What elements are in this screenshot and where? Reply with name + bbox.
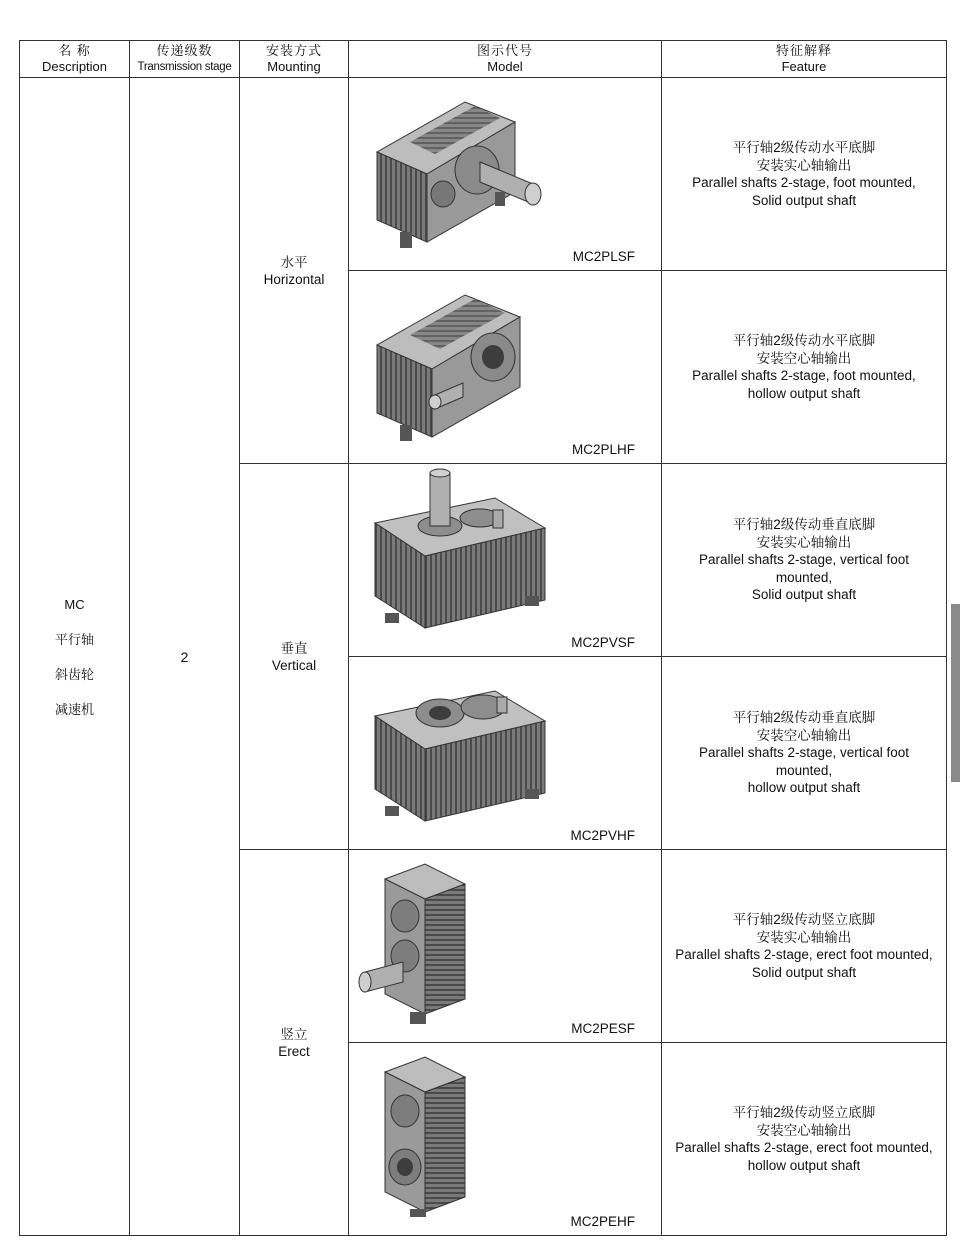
- horizontal-solid-shaft-gearbox-icon: [355, 82, 555, 252]
- feature-line: 安装空心轴输出: [756, 350, 852, 366]
- mounting-cn: 水平: [280, 254, 308, 270]
- feature-line: 平行轴2级传动水平底脚: [732, 333, 876, 348]
- feature-line: 安装实心轴输出: [756, 157, 852, 173]
- mounting-cn: 垂直: [280, 640, 308, 656]
- feature-line: Parallel shafts 2-stage, foot mounted,: [692, 368, 916, 383]
- table-row: [20, 78, 947, 271]
- erect-hollow-shaft-gearbox-icon: [355, 1047, 555, 1217]
- product-name-line: 平行轴: [54, 631, 94, 647]
- mounting-cell: [240, 78, 349, 464]
- mounting-en: Horizontal: [263, 271, 325, 287]
- header-mounting: 安装方式 Mounting: [240, 41, 349, 78]
- erect-solid-shaft-gearbox-icon: [355, 854, 555, 1024]
- gearbox-spec-table: [19, 40, 947, 1236]
- feature-cell: [662, 850, 947, 1043]
- feature-line: 安装实心轴输出: [756, 534, 852, 550]
- feature-cell: [662, 78, 947, 271]
- mounting-en: Erect: [278, 1043, 310, 1059]
- model-code: MC2PVSF: [571, 635, 635, 650]
- page-side-tab: [951, 604, 960, 782]
- product-name-line: MC: [64, 596, 85, 612]
- feature-cell: [662, 657, 947, 850]
- feature-line: 安装空心轴输出: [756, 1122, 852, 1138]
- feature-line: hollow output shaft: [747, 385, 861, 401]
- mounting-en: Vertical: [271, 657, 317, 673]
- header-feature: 特征解释 Feature: [662, 41, 947, 78]
- feature-line: Parallel shafts 2-stage, erect foot mounted,: [675, 947, 933, 962]
- header-row: [20, 41, 947, 78]
- feature-line: 安装空心轴输出: [756, 727, 852, 743]
- header-transmission-stage: 传递级数 Transmission stage: [130, 41, 240, 78]
- feature-line: 平行轴2级传动垂直底脚: [732, 710, 876, 726]
- feature-line: Parallel shafts 2-stage, foot mounted,: [692, 175, 916, 190]
- vertical-hollow-shaft-gearbox-icon: [355, 661, 555, 831]
- vertical-solid-shaft-gearbox-icon: [355, 468, 555, 638]
- model-cell: [349, 78, 662, 271]
- feature-line: hollow output shaft: [747, 780, 861, 796]
- model-code: MC2PEHF: [570, 1214, 635, 1229]
- feature-line: 平行轴2级传动竖立底脚: [732, 1105, 876, 1120]
- feature-line: mounted,: [775, 569, 833, 585]
- header-model: 图示代号 Model: [349, 41, 662, 78]
- feature-line: Parallel shafts 2-stage, vertical foot: [698, 745, 910, 761]
- feature-line: 平行轴2级传动垂直底脚: [732, 517, 876, 533]
- model-cell: [349, 1043, 662, 1236]
- feature-line: hollow output shaft: [747, 1157, 861, 1173]
- product-description: [20, 78, 130, 1236]
- feature-line: Parallel shafts 2-stage, erect foot mounted,: [675, 1140, 933, 1155]
- transmission-stage-value: 2: [130, 78, 240, 1236]
- model-cell: [349, 850, 662, 1043]
- model-code: MC2PVHF: [570, 828, 635, 843]
- mounting-cell: [240, 464, 349, 850]
- feature-line: Solid output shaft: [751, 964, 857, 980]
- horizontal-hollow-shaft-gearbox-icon: [355, 275, 555, 445]
- product-name-line: 减速机: [54, 701, 94, 717]
- model-code: MC2PLSF: [572, 249, 635, 264]
- mounting-cell: [240, 850, 349, 1236]
- feature-line: Parallel shafts 2-stage, vertical foot: [698, 552, 910, 568]
- model-cell: [349, 657, 662, 850]
- feature-line: mounted,: [775, 762, 833, 778]
- mounting-cn: 竖立: [280, 1026, 308, 1042]
- header-description: 名 称 Description: [20, 41, 130, 78]
- feature-cell: [662, 271, 947, 464]
- feature-line: 平行轴2级传动水平底脚: [732, 140, 876, 155]
- feature-cell: [662, 1043, 947, 1236]
- product-name-line: 斜齿轮: [54, 666, 94, 682]
- feature-line: Solid output shaft: [751, 587, 857, 603]
- model-code: MC2PLHF: [571, 442, 635, 457]
- feature-line: Solid output shaft: [751, 192, 857, 208]
- feature-line: 平行轴2级传动竖立底脚: [732, 912, 876, 927]
- model-cell: [349, 271, 662, 464]
- feature-line: 安装实心轴输出: [756, 929, 852, 945]
- model-cell: [349, 464, 662, 657]
- feature-cell: [662, 464, 947, 657]
- model-code: MC2PESF: [571, 1021, 635, 1036]
